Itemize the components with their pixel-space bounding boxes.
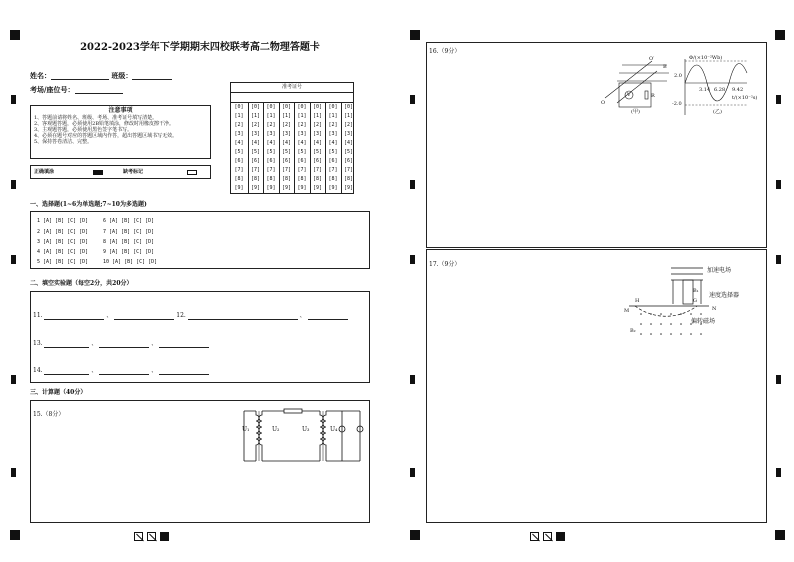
q17-answer-area[interactable] xyxy=(426,249,767,523)
exam-id-digit[interactable]: [5] xyxy=(297,149,307,155)
exam-id-digit[interactable]: [9] xyxy=(343,185,354,191)
m-label: M xyxy=(624,308,630,314)
side-marker xyxy=(11,375,16,384)
exam-id-digit[interactable]: [2] xyxy=(328,122,338,128)
q16-label-r: R xyxy=(651,93,655,99)
exam-id-digit[interactable]: [3] xyxy=(343,131,354,137)
choice-row[interactable]: 1 [A] [B] [C] [D] xyxy=(37,218,89,224)
fill-example-box xyxy=(30,165,211,179)
exam-id-digit[interactable]: [1] xyxy=(297,113,307,119)
exam-id-digit[interactable]: [5] xyxy=(281,149,292,155)
exam-id-digit[interactable]: [6] xyxy=(312,158,323,164)
u3-label: U₃ xyxy=(302,426,310,433)
exam-id-digit[interactable]: [3] xyxy=(281,131,292,137)
exam-id-digit[interactable]: [5] xyxy=(234,149,244,155)
b2-label: B₂ xyxy=(630,328,636,334)
q11-line xyxy=(33,312,348,320)
choice-row[interactable]: 6 [A] [B] [C] [D] xyxy=(103,218,155,224)
notice-item: 1、答题前请将姓名、班级、考场、准考证号填写清楚。 xyxy=(34,114,158,121)
separator: 、 xyxy=(91,340,98,348)
q16-tick-neg: -2.0 xyxy=(672,101,682,107)
exam-id-digit[interactable]: [5] xyxy=(328,149,338,155)
absent-label: 缺考标记 xyxy=(123,169,144,175)
corner-marker xyxy=(775,530,785,540)
answer-blank[interactable] xyxy=(159,340,209,348)
exam-id-digit[interactable]: [3] xyxy=(250,131,261,137)
side-marker xyxy=(776,255,781,264)
q16-tick: 6.28 xyxy=(714,87,726,93)
page-marker xyxy=(160,532,169,541)
q16-axis-y: Φ/(×10⁻²Wb) xyxy=(689,55,723,61)
page-marker xyxy=(556,532,565,541)
choice-row[interactable]: 8 [A] [B] [C] [D] xyxy=(103,239,155,245)
corner-marker xyxy=(775,30,785,40)
exam-id-digit[interactable]: [1] xyxy=(343,113,354,119)
exam-id-digit[interactable]: [4] xyxy=(234,140,244,146)
exam-id-digit[interactable]: [5] xyxy=(312,149,323,155)
exam-id-digit[interactable]: [4] xyxy=(281,140,292,146)
q13-label: 13. xyxy=(33,340,43,348)
exam-id-digit[interactable]: [6] xyxy=(250,158,261,164)
exam-id-digit[interactable]: [7] xyxy=(343,167,354,173)
exam-id-digit[interactable]: [7] xyxy=(312,167,323,173)
side-marker xyxy=(11,180,16,189)
deflect-field-label: 偏转磁场 xyxy=(691,318,716,325)
exam-id-digit[interactable]: [7] xyxy=(281,167,292,173)
student-info xyxy=(30,72,172,80)
q16-label-v: V xyxy=(627,92,631,98)
section3-title: 三、计算题（40分） xyxy=(30,389,87,396)
exam-id-digit[interactable]: [3] xyxy=(328,131,338,137)
exam-id-write-row[interactable] xyxy=(231,93,353,103)
q16-fig-a-caption: (甲) xyxy=(631,109,640,115)
page-marker xyxy=(134,532,143,541)
separator: 、 xyxy=(151,367,158,375)
side-marker xyxy=(410,180,415,189)
corner-marker xyxy=(10,30,20,40)
exam-id-digit[interactable]: [0] xyxy=(281,104,292,110)
separator: 、 xyxy=(91,367,98,375)
separator: 、 xyxy=(106,312,113,320)
exam-id-digit[interactable]: [8] xyxy=(281,176,292,182)
exam-id-digit[interactable]: [6] xyxy=(234,158,244,164)
answer-blank[interactable] xyxy=(308,312,348,320)
exam-id-digit[interactable]: [2] xyxy=(266,122,276,128)
corner-marker xyxy=(10,530,20,540)
side-marker xyxy=(410,255,415,264)
q16-axis-x: t/(×10⁻²s) xyxy=(732,95,758,101)
choice-row[interactable]: 2 [A] [B] [C] [D] xyxy=(37,229,89,235)
exam-id-column[interactable] xyxy=(341,103,356,193)
exam-id-digit[interactable]: [4] xyxy=(312,140,323,146)
answer-blank[interactable] xyxy=(114,312,174,320)
choice-row[interactable]: 7 [A] [B] [C] [D] xyxy=(103,229,155,235)
u4-label: U₄ xyxy=(330,426,338,433)
exam-id-digit[interactable]: [8] xyxy=(297,176,307,182)
room-label: 考场/座位号： xyxy=(30,85,75,94)
b1-label: B₁ xyxy=(693,288,699,294)
answer-blank[interactable] xyxy=(99,340,149,348)
exam-id-digit[interactable]: [8] xyxy=(234,176,244,182)
exam-id-digit[interactable]: [1] xyxy=(312,113,323,119)
side-marker xyxy=(410,375,415,384)
section2-box xyxy=(30,291,370,383)
exam-id-column[interactable] xyxy=(325,103,340,193)
side-marker xyxy=(11,255,16,264)
choice-row[interactable]: 10 [A] [B] [C] [D] xyxy=(103,259,158,265)
separator: 、 xyxy=(151,340,158,348)
selector-label: 速度选择器 xyxy=(709,292,740,299)
exam-id-digit[interactable]: [9] xyxy=(266,185,276,191)
transformer-circuit-diagram xyxy=(236,407,366,465)
section1-title: 一、选择题(1~6为单选题;7~10为多选题) xyxy=(30,201,147,208)
name-label: 姓名： xyxy=(30,71,51,80)
q14-line xyxy=(33,367,209,375)
absent-checkbox[interactable] xyxy=(187,170,197,175)
exam-id-digit[interactable]: [9] xyxy=(234,185,244,191)
side-marker xyxy=(776,468,781,477)
class-field[interactable] xyxy=(132,72,172,80)
side-marker xyxy=(11,468,16,477)
q16-label-o: O xyxy=(601,100,606,106)
exam-id-digit[interactable]: [1] xyxy=(250,113,261,119)
n-label: N xyxy=(712,306,717,312)
exam-id-digit[interactable]: [6] xyxy=(281,158,292,164)
exam-id-title: 准考证号 xyxy=(231,83,353,93)
exam-id-digit[interactable]: [9] xyxy=(281,185,292,191)
q15-label: 15.（8分） xyxy=(33,411,65,418)
room-info xyxy=(30,86,123,94)
page-marker xyxy=(543,532,552,541)
exam-id-digit[interactable]: [6] xyxy=(343,158,354,164)
q13-line xyxy=(33,340,209,348)
exam-id-digit[interactable]: [6] xyxy=(297,158,307,164)
exam-id-digit[interactable]: [7] xyxy=(266,167,276,173)
exam-id-digit[interactable]: [2] xyxy=(312,122,323,128)
exam-id-digit[interactable]: [4] xyxy=(328,140,338,146)
exam-id-digit[interactable]: [7] xyxy=(297,167,307,173)
exam-id-digit[interactable]: [8] xyxy=(312,176,323,182)
corner-marker xyxy=(410,530,420,540)
exam-id-digit[interactable]: [1] xyxy=(234,113,244,119)
q17-label: 17.（9分） xyxy=(429,261,461,268)
correct-fill-label: 正确填涂 xyxy=(34,169,55,175)
q16-label-b: B xyxy=(663,64,667,70)
q16-label-oprime: O′ xyxy=(649,56,655,62)
answer-blank[interactable] xyxy=(188,312,298,320)
room-field[interactable] xyxy=(75,86,123,94)
exam-id-column[interactable] xyxy=(248,103,263,193)
q16-answer-area[interactable] xyxy=(426,42,767,248)
side-marker xyxy=(11,95,16,104)
h-label: H xyxy=(635,298,640,304)
answer-blank[interactable] xyxy=(159,367,209,375)
exam-id-digit[interactable]: [3] xyxy=(234,131,244,137)
exam-id-digit[interactable]: [9] xyxy=(328,185,338,191)
exam-id-digit[interactable]: [9] xyxy=(250,185,261,191)
choice-row[interactable]: 9 [A] [B] [C] [D] xyxy=(103,249,155,255)
corner-marker xyxy=(410,30,420,40)
notice-item: 2、客观题答题，必须使用2B铅笔填涂，修改时用橡皮擦干净。 xyxy=(34,120,175,127)
notice-item: 4、必须在题号对应的答题区域内作答，超出答题区域书写无效。 xyxy=(34,132,178,139)
exam-id-column[interactable] xyxy=(279,103,294,193)
exam-id-digit[interactable]: [3] xyxy=(312,131,323,137)
q16-tick-pos: 2.0 xyxy=(674,73,682,79)
answer-blank[interactable] xyxy=(44,367,89,375)
section1-box xyxy=(30,211,370,269)
exam-id-digit[interactable]: [3] xyxy=(266,131,276,137)
accel-field-label: 加速电场 xyxy=(707,267,732,274)
exam-id-digit[interactable]: [8] xyxy=(328,176,338,182)
exam-id-column[interactable] xyxy=(294,103,309,193)
exam-id-grid xyxy=(231,103,355,193)
exam-id-digit[interactable]: [9] xyxy=(297,185,307,191)
u1-label: U₁ xyxy=(242,426,250,433)
exam-id-digit[interactable]: [1] xyxy=(281,113,292,119)
notice-item: 5、保持答卷清洁、完整。 xyxy=(34,138,93,145)
g-label: G xyxy=(693,298,697,304)
q15-answer-area[interactable] xyxy=(30,400,370,523)
q16-tick: 3.14 xyxy=(699,87,711,93)
exam-id-digit[interactable]: [8] xyxy=(250,176,261,182)
exam-id-digit[interactable]: [0] xyxy=(343,104,354,110)
exam-id-digit[interactable]: [8] xyxy=(266,176,276,182)
q16-label: 16.（9分） xyxy=(429,48,461,55)
exam-id-digit[interactable]: [5] xyxy=(250,149,261,155)
exam-id-digit[interactable]: [2] xyxy=(234,122,244,128)
q14-label: 14. xyxy=(33,367,43,375)
exam-id-digit[interactable]: [0] xyxy=(250,104,261,110)
page-marker xyxy=(530,532,539,541)
exam-id-digit[interactable]: [1] xyxy=(266,113,276,119)
exam-id-digit[interactable]: [7] xyxy=(250,167,261,173)
exam-id-digit[interactable]: [4] xyxy=(250,140,261,146)
answer-blank[interactable] xyxy=(99,367,149,375)
correct-fill-sample xyxy=(93,170,103,175)
choice-row[interactable]: 3 [A] [B] [C] [D] xyxy=(37,239,89,245)
exam-id-box xyxy=(230,82,354,194)
exam-id-digit[interactable]: [0] xyxy=(297,104,307,110)
exam-id-digit[interactable]: [2] xyxy=(281,122,292,128)
name-field[interactable] xyxy=(51,72,109,80)
exam-id-digit[interactable]: [1] xyxy=(328,113,338,119)
exam-id-digit[interactable]: [2] xyxy=(343,122,354,128)
exam-id-digit[interactable]: [4] xyxy=(343,140,354,146)
q11-label: 11. xyxy=(33,312,43,320)
exam-id-digit[interactable]: [0] xyxy=(328,104,338,110)
exam-id-digit[interactable]: [0] xyxy=(312,104,323,110)
exam-id-digit[interactable]: [0] xyxy=(234,104,244,110)
exam-id-digit[interactable]: [2] xyxy=(250,122,261,128)
u2-label: U₂ xyxy=(272,426,280,433)
answer-blank[interactable] xyxy=(44,312,104,320)
exam-id-digit[interactable]: [7] xyxy=(234,167,244,173)
notice-box xyxy=(30,105,211,159)
q12-label: 12. xyxy=(176,312,186,320)
side-marker xyxy=(776,180,781,189)
exam-id-column[interactable] xyxy=(232,103,246,193)
side-marker xyxy=(410,95,415,104)
page-marker xyxy=(147,532,156,541)
exam-id-digit[interactable]: [5] xyxy=(343,149,354,155)
section2-title: 二、填空实验题（每空2分，共20分） xyxy=(30,280,133,287)
q16-tick: 9.42 xyxy=(732,87,744,93)
side-marker xyxy=(776,375,781,384)
exam-id-digit[interactable]: [0] xyxy=(266,104,276,110)
exam-id-digit[interactable]: [3] xyxy=(297,131,307,137)
exam-id-digit[interactable]: [6] xyxy=(328,158,338,164)
exam-id-digit[interactable]: [5] xyxy=(266,149,276,155)
exam-id-digit[interactable]: [4] xyxy=(297,140,307,146)
exam-id-column[interactable] xyxy=(263,103,278,193)
exam-id-digit[interactable]: [9] xyxy=(312,185,323,191)
exam-id-digit[interactable]: [7] xyxy=(328,167,338,173)
page-title: 2022-2023学年下学期期末四校联考高二物理答题卡 xyxy=(80,42,320,53)
exam-id-digit[interactable]: [4] xyxy=(266,140,276,146)
exam-id-digit[interactable]: [6] xyxy=(266,158,276,164)
separator: 、 xyxy=(299,312,306,320)
answer-blank[interactable] xyxy=(44,340,89,348)
exam-id-digit[interactable]: [8] xyxy=(343,176,354,182)
side-marker xyxy=(410,468,415,477)
exam-id-column[interactable] xyxy=(310,103,325,193)
notice-title: 注意事项 xyxy=(108,107,133,114)
class-label: 班级： xyxy=(111,71,133,80)
side-marker xyxy=(776,95,781,104)
choice-row[interactable]: 5 [A] [B] [C] [D] xyxy=(37,259,89,265)
exam-id-digit[interactable]: [2] xyxy=(297,122,307,128)
choice-row[interactable]: 4 [A] [B] [C] [D] xyxy=(37,249,89,255)
q16-fig-b-caption: (乙) xyxy=(713,109,722,115)
notice-item: 3、主观题答题，必须使用黑色签字笔书写。 xyxy=(34,126,133,133)
